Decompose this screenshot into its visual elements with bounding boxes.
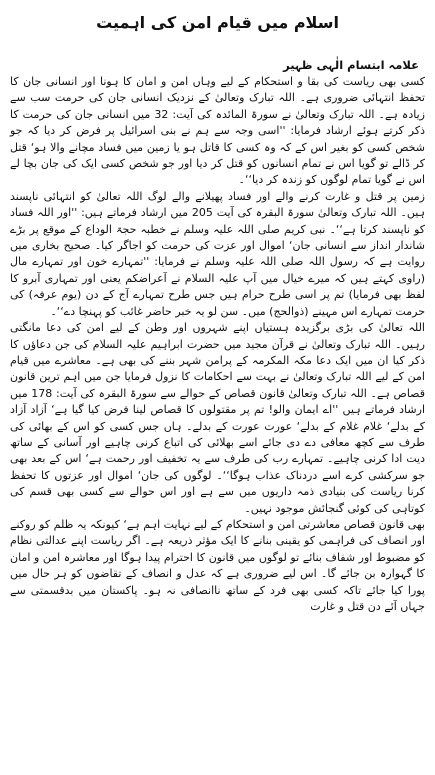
- article-paragraph-3: اللہ تعالیٰ کی بڑی برگزیدہ ہستیاں اپنے شہروں اور وطن کے لیے امن کی دعا مانگتی رہیں۔ اللہ تبارک وتعالیٰ نے قرآن مجید میں حضرت ابراہیم علیہ السلام کی جن دعاؤں کا ذکر کیا ان میں ایک دعا مکہ المکرمہ کے پرامن شہر بننے کی بھی ہے۔ معاشرے میں قیام امن کے لیے اللہ تبارک وتعالیٰ نے بہت سے احکامات کا نزول فرمایا جن میں اہم ترین قانون قصاص ہے۔ اللہ تبارک وتعالیٰ قانون قصاص کے حوالے سے سورۃ البقرہ کی آیت: 178 میں ارشاد فرماتے ہیں ''اے ایمان والو! تم پر مقتولوں کا قصاص لینا فرض کیا گیا ہے‘ آزاد آزاد کے بدلے‘ غلام غلام کے بدلے‘ عورت عورت کے بدلے۔ ہاں جس کسی کو اس کے بھائی کی طرف سے کچھ معافی دے دی جائے اسے بھلائی کی اتباع کرنی چاہیے اور آسانی کے ساتھ دیت ادا کرنی چاہیے۔ تمہارے رب کی طرف سے یہ تخفیف اور رحمت ہے‘ اس کے بعد بھی جو سرکشی کرے اسے دردناک عذاب ہوگا‘‘۔ لوگوں کی جان‘ اموال اور عزتوں کا تحفظ کرنا ریاست کی بنیادی ذمہ داریوں میں سے ہے اور اس حوالے سے کسی بھی قسم کی کوتاہی کی کوئی گنجائش موجود نہیں۔: [10, 321, 425, 515]
- article-paragraph-2: زمین پر قتل و غارت کرنے والے اور فساد پھیلانے والے لوگ اللہ تعالیٰ کو انتہائی ناپسند ہیں۔ اللہ تبارک وتعالیٰ سورۃ البقرہ کی آیت 205 میں ارشاد فرماتے ہیں: ''اور اللہ فساد کو ناپسند کرتا ہے‘‘۔ نبی کریم صلی اللہ علیہ وسلم نے خطبہ حجۃ الوداع کے موقع پر بڑے شاندار انداز سے انسانی جان‘ اموال اور عزت کی حرمت کو اجاگر کیا۔ صحیح بخاری میں روایت ہے کہ رسول اللہ صلی اللہ علیہ وسلم نے فرمایا: ''تمہارے خون اور تمہارے مال (راوی کہتے ہیں کہ میرے خیال میں آپ علیہ السلام نے آعراضکم یعنی اور تمہاری آبرو کا لفظ بھی فرمایا) تم پر اسی طرح حرام ہیں جس طرح تمہارے آج کے دن (یوم عرفہ) کی حرمت تمہارے اس مہینے (ذوالحج) میں۔ سن لو یہ خبر حاضر غائب کو پہنچا دے‘‘۔: [10, 189, 425, 318]
- article-paragraph-4: بھی قانون قصاص معاشرتی امن و استحکام کے لیے نہایت اہم ہے‘ کیونکہ یہ ظلم کو روکنے اور انصاف کی فراہمی کو یقینی بنانے کا ایک مؤثر ذریعہ ہے۔ اگر ریاست اپنے عدالتی نظام کو مضبوط اور شفاف بنائے تو لوگوں میں قانون کا احترام پیدا ہوگا اور معاشرہ امن و امان کا گہوارہ بن جائے گا۔ اس لیے ضروری ہے کہ عدل و انصاف کے تقاضوں کو ہر حال میں پورا کیا جائے تاکہ کسی بھی فرد کے ساتھ ناانصافی نہ ہو۔ پاکستان میں بدقسمتی سے جہاں آئے دن قتل و غارت: [10, 517, 425, 613]
- author-name: علامہ ابتسام الٰہی ظہیر: [283, 58, 419, 72]
- article-paragraph-1: کسی بھی ریاست کی بقا و استحکام کے لیے وہاں امن و امان کا ہونا اور انسانی جان کا تحفظ انتہائی ضروری ہے۔ اللہ تبارک وتعالیٰ کے نزدیک انسانی جان کی حرمت سب سے زیادہ ہے۔ اللہ تبارک وتعالیٰ نے سورۃ المائدہ کی آیت: 32 میں انسانی جان کی حرمت کا ذکر کرتے ہوئے ارشاد فرمایا: ''اسی وجہ سے ہم نے بنی اسرائیل پر فرض کر دیا کہ جو شخص کسی کو بغیر اس کے کہ وہ کسی کا قاتل ہو یا زمین میں فساد مچانے والا ہو‘ قتل کر ڈالے تو گویا اس نے تمام انسانوں کو قتل کر دیا اور جو شخص کسی ایک کی جان بچا لے اس نے گویا تمام لوگوں کو زندہ کر دیا‘‘۔: [10, 75, 425, 187]
- article-title: اسلام میں قیام امن کی اہمیت: [96, 13, 339, 32]
